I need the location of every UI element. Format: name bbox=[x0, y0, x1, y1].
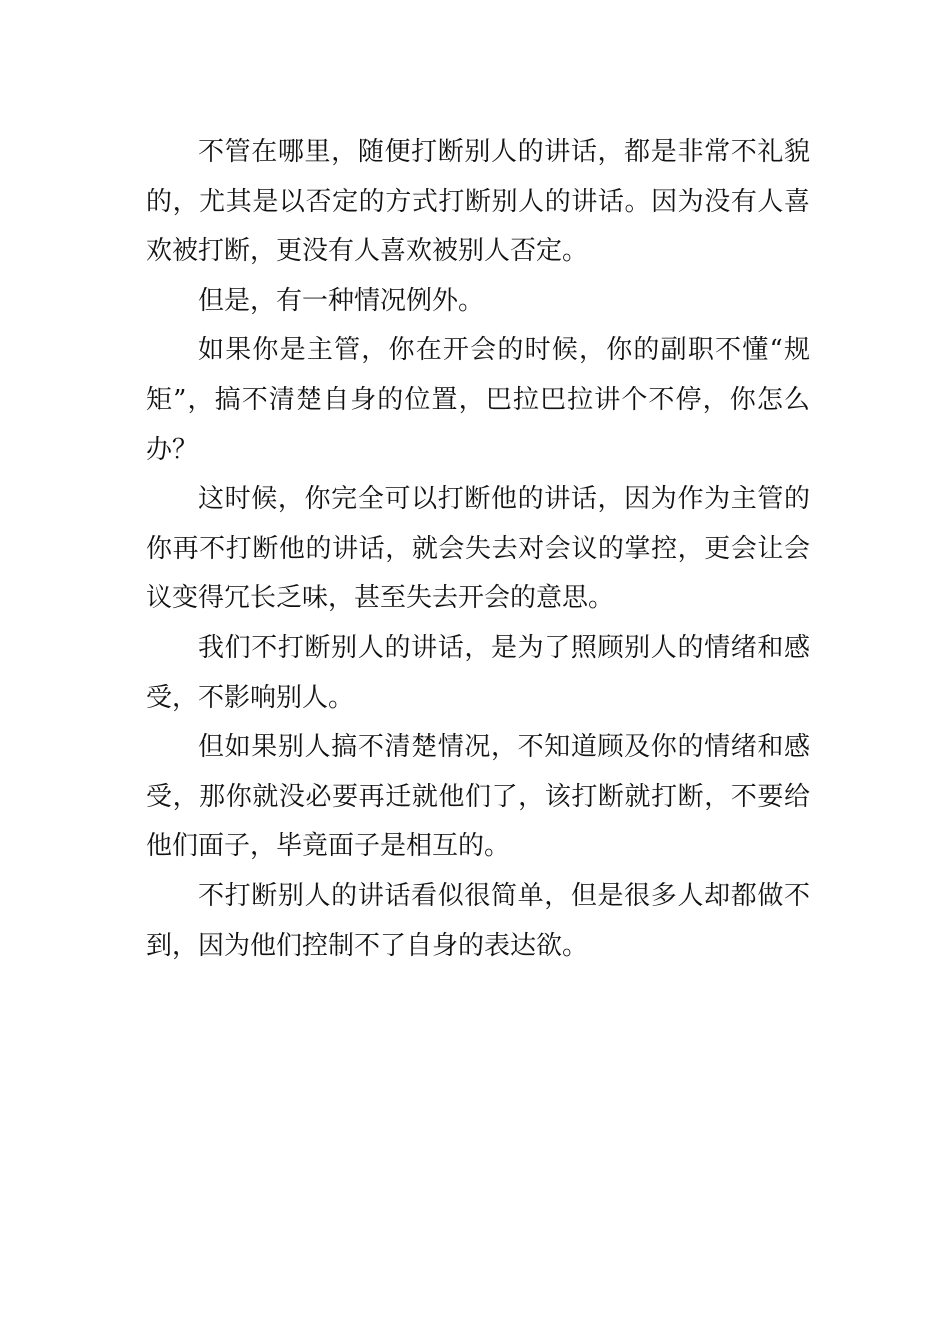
document-body bbox=[146, 128, 810, 971]
paragraph-3: 如果你是主管，你在开会的时候，你的副职不懂“规矩”，搞不清楚自身的位置，巴拉巴拉讲个不停，你怎么办？ bbox=[146, 335, 810, 465]
paragraph-4: 这时候，你完全可以打断他的讲话，因为作为主管的你再不打断他的讲话，就会失去对会议的掌控，更会让会议变得冗长乏味，甚至失去开会的意思。 bbox=[146, 484, 810, 614]
paragraph-1: 不管在哪里，随便打断别人的讲话，都是非常不礼貌的，尤其是以否定的方式打断别人的讲话。因为没有人喜欢被打断，更没有人喜欢被别人否定。 bbox=[146, 137, 810, 267]
paragraph-6: 但如果别人搞不清楚情况，不知道顾及你的情绪和感受，那你就没必要再迁就他们了，该打断就打断，不要给他们面子，毕竟面子是相互的。 bbox=[146, 732, 810, 862]
paragraph-2: 但是，有一种情况例外。 bbox=[198, 285, 485, 316]
paragraph-7: 不打断别人的讲话看似很简单，但是很多人却都做不到，因为他们控制不了自身的表达欲。 bbox=[146, 880, 810, 961]
paragraph-5: 我们不打断别人的讲话，是为了照顾别人的情绪和感受，不影响别人。 bbox=[146, 632, 810, 713]
